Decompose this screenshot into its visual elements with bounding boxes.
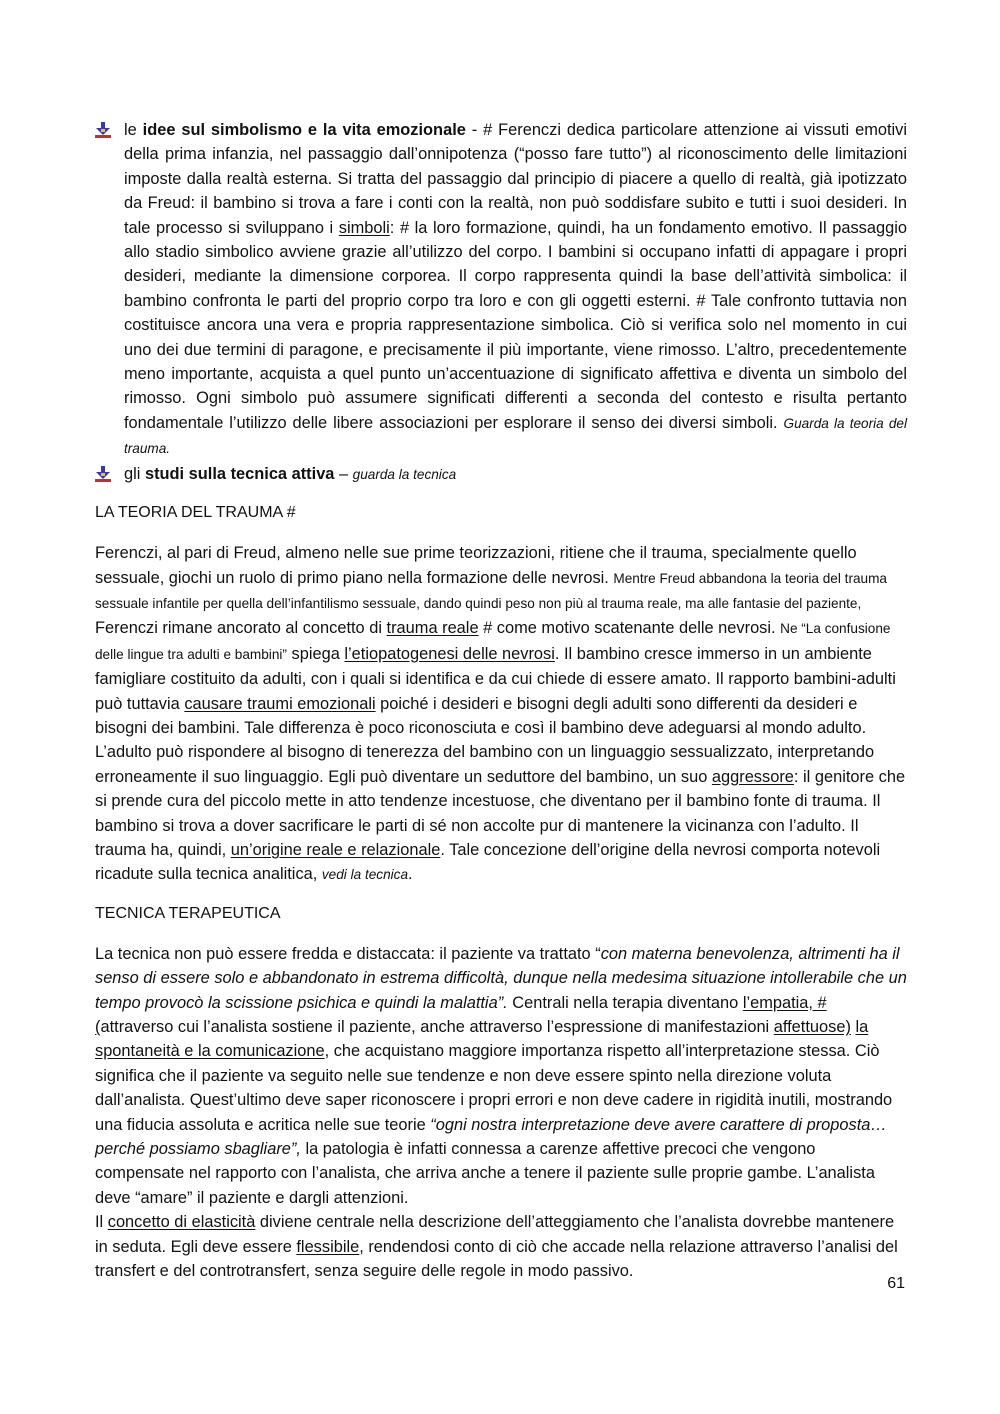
text-run: diviene centrale nella descrizione dell’atteggiamento che l’analista dovrebbe mantenere in seduta. Egli deve essere (95, 1213, 895, 1256)
underlined-term: l’empatia, # ( (95, 993, 827, 1036)
bullet-item-simbolismo (95, 118, 907, 462)
underlined-term: la spontaneità e la comunicazione (95, 1018, 869, 1061)
arrow-down-bullet-icon (95, 122, 111, 138)
underlined-term: aggressore (711, 767, 794, 786)
section-heading-tecnica: TECNICA TERAPEUTICA (95, 904, 281, 922)
italic-note: guarda la tecnica (352, 466, 457, 482)
underlined-term: affettuose) (773, 1018, 851, 1036)
page-number: 61 (887, 1275, 905, 1292)
text-run: : # la loro formazione, quindi, ha un fondamento emotivo. Il passaggio allo stadio simbolico avviene grazie all’utilizzo del corpo. I bambini si occupano infatti di appagare i propri desideri, mediante la dimensione corporea. Il corpo rappresenta quindi la base dell’attività simbolica: il bambino confronta le parti del proprio corpo tra loro e con gli oggetti esterni. # Tale confronto tuttavia non costituisce ancora una vera e propria rappresentazione simbolica. Ciò si verifica solo nel momento in cui uno dei due termini di paragone, e precisamente il più importante, viene rimosso. L’altro, precedentemente meno importante, acquista a quel punto un’accentuazione di significato affettiva e diventa un simbolo del rimosso. Ogni simbolo può assumere significati differenti a seconda del contesto e risulta pertanto fondamentale l’utilizzo delle libere associazioni per esplorare il senso dei diversi simboli. (124, 218, 907, 432)
text-run: , che acquistano maggiore importanza rispetto all’interpretazione stessa. Ciò significa che il paziente va seguito nelle sue tendenze e non deve essere spinto nella direzione voluta dall’analista. Quest’ultimo deve saper riconoscere i propri errori e non deve cadere in rigidità inutili, mostrando una fiducia assoluta e acritica nelle sue teorie (95, 1042, 893, 1134)
text-run: Ferenczi rimane ancorato al concetto di (95, 619, 387, 638)
text-run: attraverso cui l’analista sostiene il paziente, anche attraverso l’espressione di manifestazioni (100, 1018, 774, 1036)
bold-term: studi sulla tecnica attiva (144, 464, 335, 483)
text-run: le (124, 121, 143, 139)
text-run: . (408, 865, 413, 884)
text-run: poiché i desideri e bisogni degli adulti sono differenti da desideri e bisogni dei bambini. Tale differenza è poco riconosciuta e così il bambino deve adeguarsi al mondo adulto. L’adulto può rispondere al bisogno di tenerezza del bambino con un linguaggio sessualizzato, interpretando erroneamente il suo linguaggio. Egli può diventare un seduttore del bambino, un suo (95, 694, 875, 786)
text-run: – (334, 464, 353, 483)
text-run: la patologia è infatti connessa a carenze affettive precoci che vengono compensate nel rapporto con l’analista, che arriva anche a tenere il paziente sulle proprie gambe. L’analista deve “amare” il paziente e dargli attenzioni. (95, 1140, 875, 1207)
underlined-term: un’origine reale e relazionale (230, 840, 441, 859)
bold-term: idee sul simbolismo e la vita emozionale (142, 121, 466, 139)
text-run: : il genitore che si prende cura del piccolo mette in atto tendenze incestuose, che diventano per il bambino fonte di trauma. Il bambino si trova a dover sacrificare le parti di sé non accolte pur di mantenere la vicinanza con l’adulto. Il trauma ha, quindi, (95, 767, 906, 859)
underlined-term: trauma reale (386, 619, 479, 638)
small-text-run: Mentre Freud abbandona la teoria del trauma sessuale infantile per quella dell’infantilismo sessuale, dando quindi peso non più al trauma reale, ma alle fantasie del paziente, (95, 570, 887, 611)
italic-quote: “ogni nostra interpretazione deve avere carattere di proposta… perché possiamo sbagliare”, (95, 1115, 887, 1159)
text-run: . Il bambino cresce immerso in un ambiente famigliare costituito da adulti, con i quali si identifica e da cui chiede di essere amato. Il rapporto bambini-adulti può tuttavia (95, 644, 896, 713)
italic-quote: con materna benevolenza, altrimenti ha il senso di essere solo e abbandonato in estrema difficoltà, dunque nella medesima situazione intollerabile che un tempo provocò la scissione psichica e quindi la malattia”. (95, 944, 907, 1012)
text-run: - # Ferenczi dedica particolare attenzione ai vissuti emotivi della prima infanzia, nel passaggio dall’onnipotenza (“posso fare tutto”) al riconoscimento delle limitazioni imposte dalla realtà esterna. Si tratta del passaggio dal principio di piacere a quello di realtà, già ipotizzato da Freud: il bambino si trova a fare i conti con la realtà, non può soddisfare subito e tutti i suoi desideri. In tale processo si sviluppano i (124, 121, 907, 237)
arrow-down-bullet-icon (95, 466, 111, 482)
text-run: # come motivo scatenante delle nevrosi. (478, 619, 781, 638)
paragraph-trauma (95, 541, 907, 888)
italic-note: Guarda la teoria del trauma. (124, 415, 907, 457)
underlined-term: simboli (338, 218, 390, 237)
document-page (95, 118, 907, 1283)
section-heading-trauma: LA TEORIA DEL TRAUMA # (95, 504, 296, 522)
text-run: , rendendosi conto di ciò che accade nella relazione attraverso l’analisi del transfert e del controtransfert, senza seguire delle regole in modo passivo. (95, 1237, 898, 1281)
text-run: spiega (286, 644, 345, 663)
text-run: Il (95, 1213, 108, 1232)
small-text-run: Ne “La confusione delle lingue tra adulti e bambini” (95, 621, 891, 662)
text-run: La tecnica non può essere fredda e distaccata: il paziente va trattato “ (95, 944, 601, 963)
text-run: . Tale concezione dell’origine della nevrosi comporta notevoli ricadute sulla tecnica analitica, (95, 840, 881, 884)
bullet-item-tecnica-attiva (95, 462, 907, 487)
text-run: Centrali nella terapia diventano (507, 993, 743, 1012)
paragraph-tecnica (95, 942, 907, 1284)
underlined-term: l’etiopatogenesi delle nevrosi (344, 644, 555, 663)
italic-note: vedi la tecnica (321, 867, 409, 883)
underlined-term: concetto di elasticità (107, 1213, 256, 1232)
text-run: Ferenczi, al pari di Freud, almeno nelle sue prime teorizzazioni, ritiene che il trauma, specialmente quello sessuale, giochi un ruolo di primo piano nella formazione delle nevrosi. (95, 544, 857, 587)
text-run: gli (124, 464, 145, 483)
underlined-term: causare traumi emozionali (184, 694, 376, 713)
underlined-term: flessibile (296, 1237, 360, 1256)
